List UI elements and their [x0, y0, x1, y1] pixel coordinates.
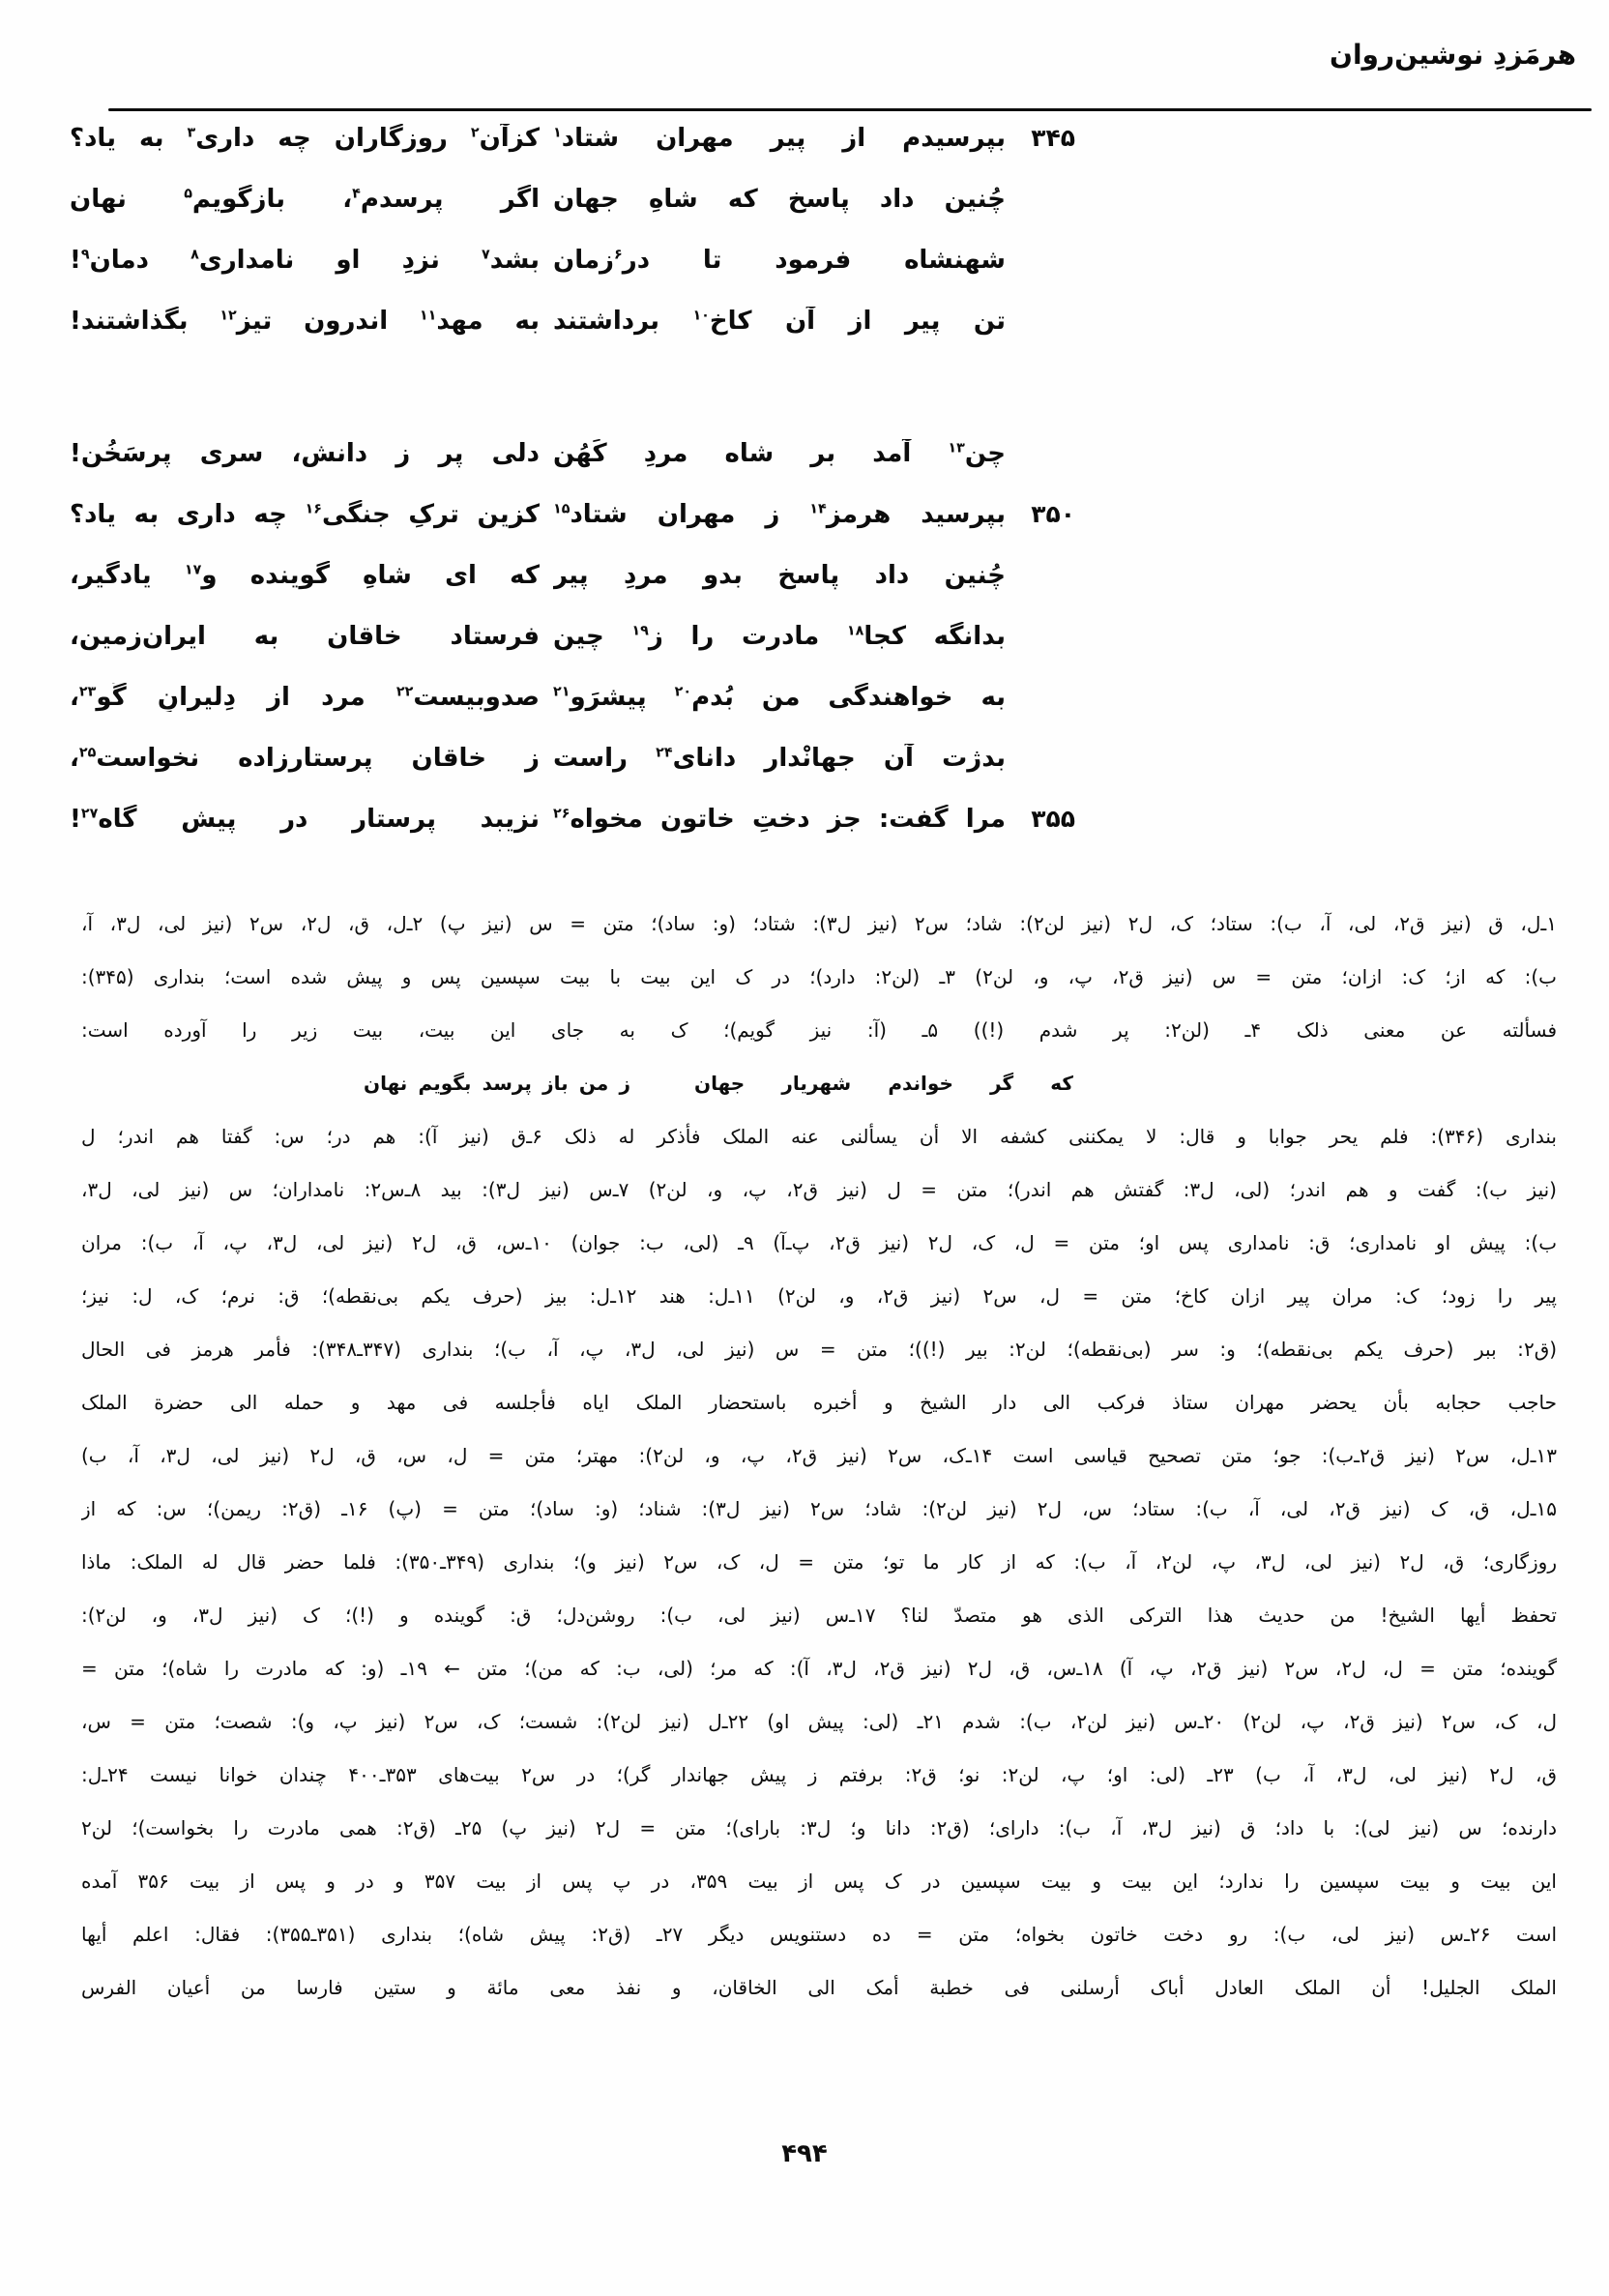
couplet-row [65, 124, 1075, 185]
hemistich-right: شهنشاه فرمود تا در$^۶$زمان [553, 246, 1006, 275]
hemistich-right: چُنین داد پاسخ که شاهِ جهان [553, 185, 1006, 214]
header-divider [108, 108, 1592, 111]
chapter-title: هرمَزدِ نوشین‌روان [1330, 39, 1576, 71]
hemistich-left: کزآن$^۲$ روزگاران چه داری$^۳$ به یاد؟ [70, 124, 540, 153]
hemistich-left: بشد$^۷$ نزدِ او نامداری$^۸$ دمان$^۹$! [70, 246, 540, 275]
footnote-line: ب): پیش او نامداری؛ ق: نامداری پس او؛ متن = ل، ک، ل۲ (نیز ق۲، پ‌ـ‌آ) ۹ـ (لی، ب: جوان) ۱۰ـ‌س، ق، ل۲ (نیز لی، ل۳، پ، آ، ب): مران [81, 1231, 1557, 1254]
footnote-line: ب): که از؛ ک: ازان؛ متن = س (نیز ق۲، پ، و، لن۲) ۳ـ (لن۲: دارد)؛ در ک این بیت با بیت سپسین پس و پیش شده است؛ بنداری (۳۴۵): [81, 965, 1557, 988]
hemistich-left: دلی پر ز دانش، سری پرسَخُن! [70, 439, 540, 468]
footnote-line: ل، ک، س۲ (نیز ق۲، پ، لن۲) ۲۰ـ‌س (نیز لن۲، ب): شدم ۲۱ـ (لی: پیش او) ۲۲ـ‌ل (نیز لن۲): شست؛ ک، س۲ (نیز پ، و): شصت؛ متن = س، [81, 1710, 1557, 1733]
couplet-row [65, 439, 1075, 500]
footnote-line: پیر را زود؛ ک: مران پیر ازان کاخ؛ متن = ل، س۲ (نیز ق۲، و، لن۲) ۱۱ـ‌ل: هند ۱۲ـ‌ل: بیز (حرف یکم بی‌نقطه)؛ ق: نرم؛ ک، ل: نیز؛ [81, 1284, 1557, 1308]
footnote-verse [81, 1059, 1557, 1112]
couplet-row [65, 246, 1075, 307]
footnote-line: تحفظ أیها الشیخ! من حدیث هذا الترکی الذی هو متصدّ لنا؟ ۱۷ـ‌س (نیز لی، ب): روشن‌دل؛ ق: گوینده و (!)؛ ک (نیز ل۳، و، لن۲): [81, 1604, 1557, 1627]
hemistich-right: مرا گفت: جز دختِ خاتون مخواه$^{۲۶}$ [553, 805, 1006, 834]
hemistich-left: نزیبد پرستار در پیش گاه$^{۲۷}$! [70, 805, 540, 834]
verse-number: ۳۴۵ [1031, 124, 1075, 152]
hemistich-right: چُنین داد پاسخ بدو مردِ پیر [553, 561, 1006, 590]
footnote-line: ۱۵ـ‌ل، ق، ک (نیز ق۲، لی، آ، ب): ستاد؛ س، ل۲ (نیز لن۲): شاد؛ س۲ (نیز ل۳): شناد؛ (و: ساد)؛ متن = (پ) ۱۶ـ (ق۲: ریمن)؛ س: که از [81, 1497, 1557, 1520]
couplet-row [65, 683, 1075, 744]
footnote-line: ۱ـ‌ل، ق (نیز ق۲، لی، آ، ب): ستاد؛ ک، ل۲ (نیز لن۲): شاد؛ س۲ (نیز ل۳): شتاد؛ (و: ساد)؛ متن = س (نیز پ) ۲ـ‌ل، ق، ل۲، س۲ (نیز لی، ل۳، آ، [81, 912, 1557, 935]
hemistich-right: بدژت آن جهانْدارِ دانای$^{۲۴}$ راست [553, 744, 1006, 773]
hemistich-right: تنِ پیر از آن کاخ$^{۱۰}$ برداشتند [553, 307, 1006, 336]
footnote-line: است ۲۶ـ‌س (نیز لی، ب): رو دخت خاتون بخواه؛ متن = ده دستنویس دیگر ۲۷ـ (ق۲: پیش شاه)؛ بنداری (۳۵۱ـ۳۵۵): فقال: اعلم أیها [81, 1923, 1557, 1946]
footnote-line: ق، ل۲ (نیز لی، ل۳، آ، ب) ۲۳ـ (لی: او؛ پ، لن۲: نو؛ ق۲: برفتم ز پیش جهاندار گر)؛ در س۲ بیت‌های ۳۵۳ـ۴۰۰ چندان خوانا نیست ۲۴ـ‌ل: [81, 1763, 1557, 1786]
couplet-row [65, 500, 1075, 561]
couplet-row [65, 744, 1075, 805]
hemistich-left: که ای شاهِ گوینده و$^{۱۷}$ یادگیر، [70, 561, 540, 590]
couplet-row [65, 307, 1075, 368]
couplet-row [65, 561, 1075, 622]
verse-number: ۳۵۰ [1031, 500, 1075, 528]
footnote-line: فسألته عن معنی ذلک ۴ـ (لن۲: پر شدم (!)) ۵ـ (آ: نیز گویم)؛ ک به جای این بیت، بیت زیر را آورده است: [81, 1018, 1557, 1042]
hemistich-right: بدانگه کجا$^{۱۸}$ مادرت را ز$^{۱۹}$ چین [553, 622, 1006, 651]
page-number: ۴۹۴ [781, 2139, 828, 2168]
hemistich-right: بپرسیدم از پیر مهران شتاد$^۱$ [553, 124, 1006, 153]
footnotes [81, 899, 1557, 2016]
footnote-line: این بیت و بیت سپسین را ندارد؛ این بیت و بیت سپسین در ک پس از بیت ۳۵۹، در پ پس از بیت ۳۵۷ و در و پس از بیت ۳۵۶ آمده [81, 1869, 1557, 1893]
poem [65, 124, 1075, 866]
footnote-line: روزگاری؛ ق، ل۲ (نیز لی، ل۳، پ، لن۲، آ، ب): که از کار ما تو؛ متن = ل، ک، س۲ (نیز و)؛ بنداری (۳۴۹ـ۳۵۰): فلما حضر قال له الملک: ماذا [81, 1550, 1557, 1574]
couplet-row [65, 805, 1075, 866]
hemistich-left: ز خاقان پرستارزاده نخواست$^{۲۵}$، [70, 744, 540, 773]
hemistich-right: بپرسید هرمز$^{۱۴}$ ز مهران شتاد$^{۱۵}$ [553, 500, 1006, 529]
footnote-line: الملک الجلیل! أن الملک العادل أباک أرسلنی فی خطبة أمک الی الخاقان، و نفذ معی مائة و ستین فارسا من أعیان الفرس [81, 1976, 1557, 1999]
footnote-line: دارنده؛ س (نیز لی): با داد؛ ق (نیز ل۳، آ، ب): دارای؛ (ق۲: دانا و؛ ل۳: بارای)؛ متن = ل۲ (نیز پ) ۲۵ـ (ق۲: همی مادرت را بخواست)؛ لن۲ [81, 1816, 1557, 1840]
hemistich-left: اگر پرسدم$^۴$، بازگویم$^۵$ نهان [70, 185, 540, 214]
hemistich-left: کزین ترکِ جنگی$^{۱۶}$ چه داری به یاد؟ [70, 500, 540, 529]
footnote-line: بنداری (۳۴۶): فلم یحر جوابا و قال: لا یمکننی کشفه الا أن یسألنی عنه الملک فأذکر له ذلک ۶ـ‌ق (نیز آ): هم در؛ س: گفتا هم اندر؛ ل [81, 1125, 1557, 1148]
footnote-line: (ق۲: ببر (حرف یکم بی‌نقطه)؛ و: سر (بی‌نقطه)؛ لن۲: بیر (!))؛ متن = س (نیز لی، ل۳، پ، آ، ب)؛ بنداری (۳۴۷ـ۳۴۸): فأمر هرمز فی الحال [81, 1338, 1557, 1361]
footnote-line: (نیز ب): گفت و هم اندر؛ (لی، ل۳: گفتش هم اندر)؛ متن = ل (نیز ق۲، پ، و، لن۲) ۷ـ‌س (نیز ل۳): بید ۸ـ‌س۲: نامداران؛ س (نیز لی، ل۳، [81, 1178, 1557, 1201]
hemistich-left: فرستاد خاقان به ایران‌زمین، [70, 622, 540, 651]
couplet-row [65, 185, 1075, 246]
hemistich-left: صدوبیست$^{۲۲}$ مرد از دِلیرانِ گَو$^{۲۳}$، [70, 683, 540, 712]
couplet-row [65, 622, 1075, 683]
footnote-verse-left: ز من باز پرسد بگویم نهان [364, 1072, 630, 1095]
footnote-line: حاجب حجابه بأن یحضر مهران ستاذ فرکب الی دار الشیخ و أخبره باستحضار الملک ایاه فأجلسه فی مهد و حمله الی حضرة الملک [81, 1391, 1557, 1414]
verse-number: ۳۵۵ [1031, 805, 1075, 833]
hemistich-left: به مهد$^{۱۱}$ اندرون تیز$^{۱۲}$ بگذاشتند! [70, 307, 540, 336]
hemistich-right: به خواهندگی من بُدم$^{۲۰}$ پیشرَو$^{۲۱}$ [553, 683, 1006, 712]
footnote-line: گوینده؛ متن = ل، ل۲، س۲ (نیز ق۲، پ، آ) ۱۸ـ‌س، ق، ل۲ (نیز ق۲، ل۳، آ): که مر؛ (لی، ب: که من)؛ متن ← ۱۹ـ (و: که مادرت را شاه)؛ متن = [81, 1657, 1557, 1680]
footnote-line: ۱۳ـ‌ل، س۲ (نیز ق۲ـ‌ب): جو؛ متن تصحیح قیاسی است ۱۴ـ‌ک، س۲ (نیز ق۲، پ، و، لن۲): مهتر؛ متن = ل، س، ق، ل۲ (نیز لی، ل۳، آ، ب) [81, 1444, 1557, 1467]
hemistich-right: چن$^{۱۳}$ آمد برِ شاه مردِ کَهُن [553, 439, 1006, 468]
footnote-verse-right: که گر خواندم شهریار جهان [694, 1072, 1073, 1095]
